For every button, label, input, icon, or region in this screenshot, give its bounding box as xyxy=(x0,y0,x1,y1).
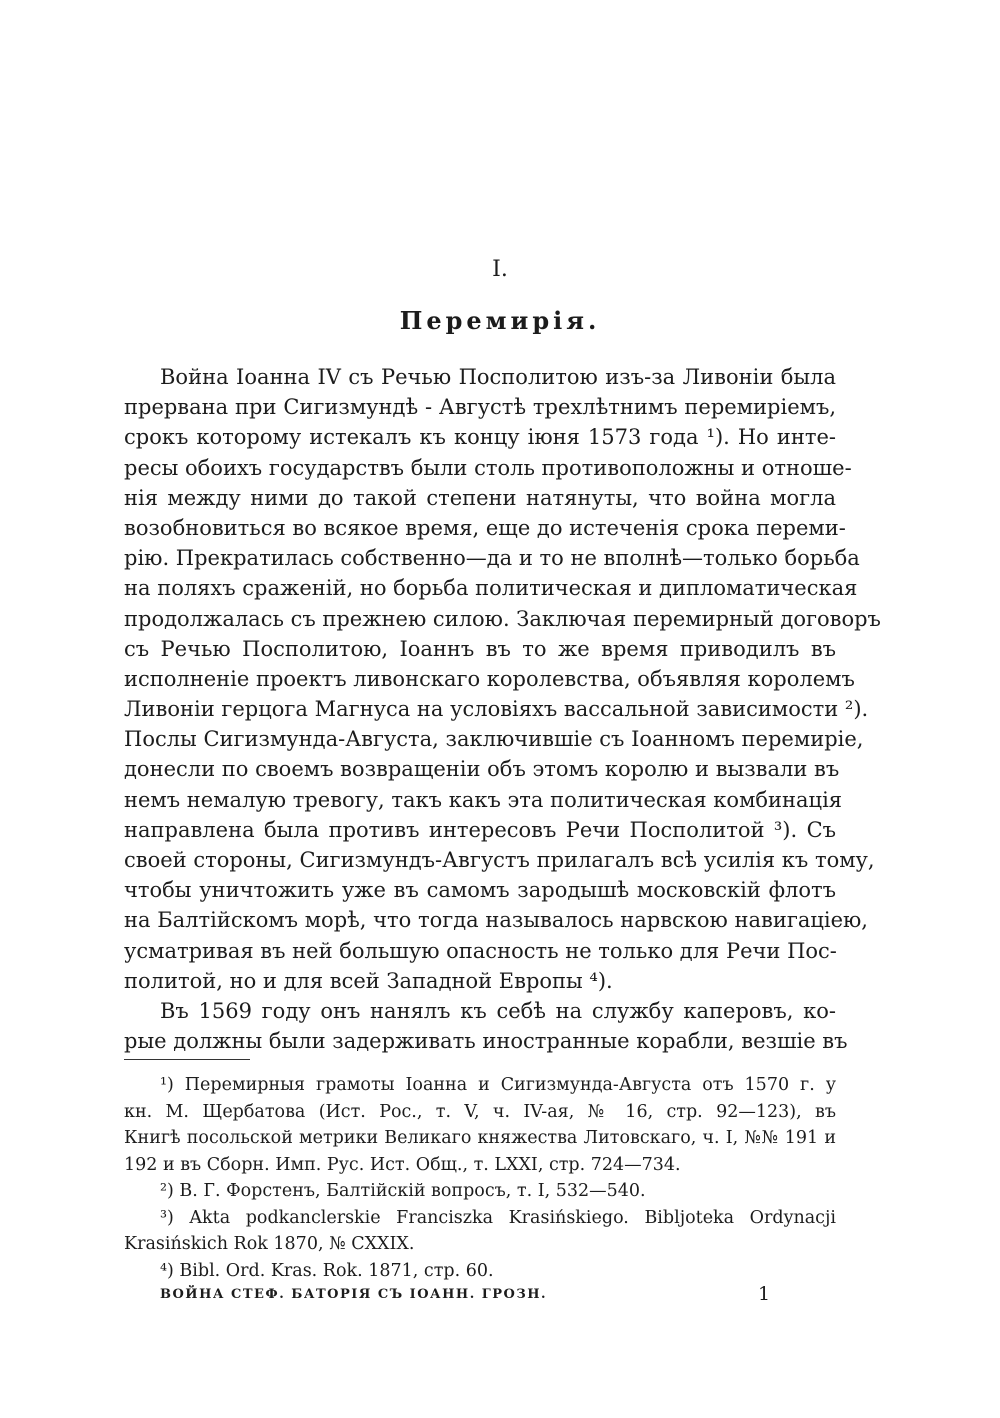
text-line: немъ немалую тревогу, такъ какъ эта политическая комбинація xyxy=(124,787,843,812)
running-footer-title: ВОЙНА СТЕФ. БАТОРІЯ СЪ ІОАНН. ГРОЗН. xyxy=(160,1287,548,1302)
footnote-line: ³) Akta podkanclerskie Franciszka Krasińskiego. Bibljoteka Ordynacji xyxy=(160,1207,836,1228)
text-line: на поляхъ сраженій, но борьба политическая и дипломатическая xyxy=(124,576,858,601)
text-line: исполненіе проектъ ливонскаго королевства, объявляя королемъ xyxy=(124,666,855,691)
text-line: срокъ которому истекалъ къ концу іюня 1573 года ¹). Но инте- xyxy=(124,425,836,450)
footnote-line: ⁴) Bibl. Ord. Kras. Rok. 1871, стр. 60. xyxy=(160,1260,494,1281)
chapter-title: Перемирія. xyxy=(399,306,601,335)
text-line: нія между ними до такой степени натянуты, что война могла xyxy=(124,485,836,510)
text-line: съ Речью Посполитою, Іоаннъ въ то же время приводилъ въ xyxy=(124,636,836,661)
text-line: чтобы уничтожить уже въ самомъ зародышѣ московскій флотъ xyxy=(124,878,836,903)
main-text xyxy=(124,362,881,1056)
text-line: донесли по своемъ возвращеніи объ этомъ королю и вызвали въ xyxy=(124,757,840,782)
text-line: на Балтійскомъ морѣ, что тогда называлось нарвскою навигаціею, xyxy=(124,908,868,933)
footnote-line: кн. М. Щербатова (Ист. Рос., т. V, ч. IV-ая, № 16, стр. 92—123), въ xyxy=(124,1101,836,1122)
text-line: возобновиться во всякое время, еще до истеченія срока переми- xyxy=(124,515,846,540)
text-line: направлена была противъ интересовъ Речи Посполитой ³). Съ xyxy=(124,817,836,842)
text-line: Въ 1569 году онъ нанялъ къ себѣ на службу каперовъ, ко- xyxy=(160,998,836,1023)
text-line: политой, но и для всей Западной Европы ⁴). xyxy=(124,968,613,993)
text-line: продолжалась съ прежнею силою. Заключая перемирный договоръ xyxy=(124,606,881,631)
text-line: прервана при Сигизмундѣ - Августѣ трехлѣтнимъ перемиріемъ, xyxy=(124,395,836,420)
text-line: Ливоніи герцога Магнуса на условіяхъ вассальной зависимости ²). xyxy=(124,697,869,722)
text-line: Война Іоанна IV съ Речью Посполитою изъ-за Ливоніи была xyxy=(160,365,836,389)
chapter-number: I. xyxy=(492,257,508,282)
signature-mark: 1 xyxy=(758,1283,771,1305)
text-line: своей стороны, Сигизмундъ-Августъ прилагалъ всѣ усилія къ тому, xyxy=(124,848,875,872)
text-line: ресы обоихъ государствъ были столь противоположны и отноше- xyxy=(124,455,852,480)
footnote-divider xyxy=(124,1059,250,1060)
footnote-line: ²) В. Г. Форстенъ, Балтійскій вопросъ, т. I, 532—540. xyxy=(160,1181,646,1201)
footnote-line: Книгѣ посольской метрики Великаго княжества Литовскаго, ч. I, №№ 191 и xyxy=(124,1128,836,1148)
footnotes xyxy=(124,1072,836,1284)
text-line: Послы Сигизмунда-Августа, заключившіе съ Іоанномъ перемиріе, xyxy=(124,727,864,752)
footnote-line: 192 и въ Сборн. Имп. Рус. Ист. Общ., т. LXXI, стр. 724—734. xyxy=(124,1154,681,1175)
text-line: усматривая въ ней большую опасность не только для Речи Пос- xyxy=(124,938,837,963)
text-line: рію. Прекратилась собственно—да и то не вполнѣ—только борьба xyxy=(124,546,860,571)
footnote-line: Krasińskich Rok 1870, № CXXIX. xyxy=(124,1234,415,1254)
text-line: рые должны были задерживать иностранные корабли, везшіе въ xyxy=(124,1029,848,1054)
footnote-line: ¹) Перемирныя грамоты Іоанна и Сигизмунда-Августа отъ 1570 г. у xyxy=(160,1075,836,1095)
